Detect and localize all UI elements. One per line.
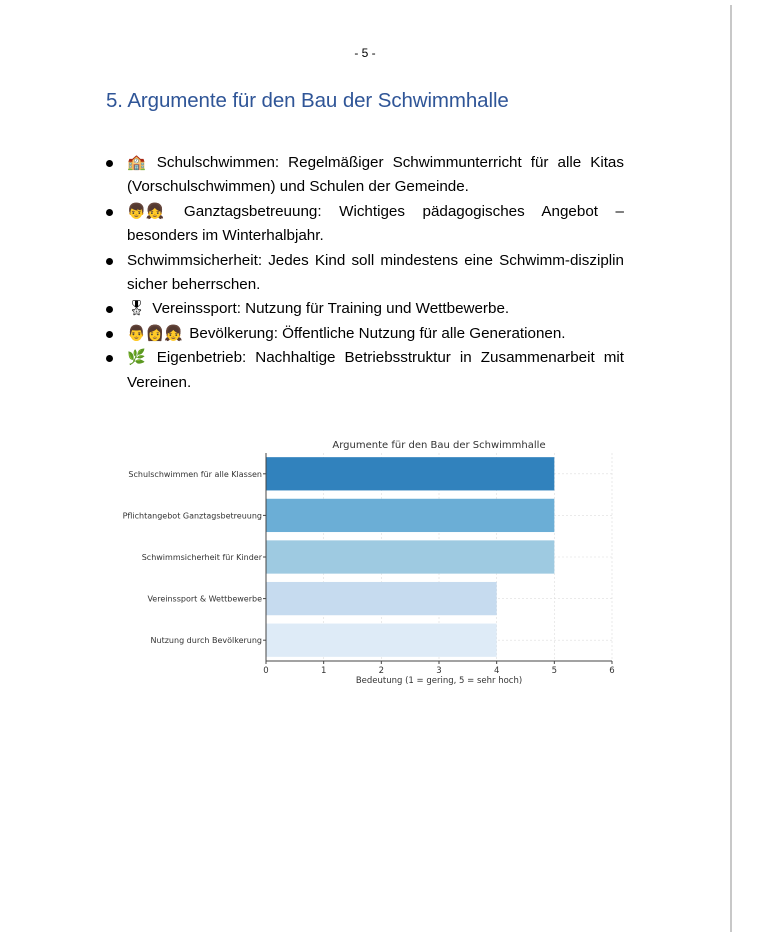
y-tick-label: Pflichtangebot Ganztagsbetreuung	[122, 511, 262, 521]
x-tick-label: 4	[493, 666, 500, 676]
bar	[266, 457, 554, 490]
list-item	[106, 346, 624, 395]
children-icon: 👦👧	[127, 202, 165, 220]
x-axis-label: Bedeutung (1 = gering, 5 = sehr hoch)	[355, 676, 523, 686]
y-tick-label: Nutzung durch Bevölkerung	[150, 636, 262, 646]
section-heading: 5. Argumente für den Bau der Schwimmhalle	[106, 89, 509, 112]
x-tick-label: 3	[436, 666, 442, 676]
list-item-text: Bevölkerung: Öffentliche Nutzung für alle Generationen.	[189, 324, 566, 342]
argument-list	[106, 151, 624, 395]
x-tick-label: 5	[551, 666, 558, 676]
leaf-icon: 🌿	[127, 349, 146, 367]
list-item	[106, 249, 624, 298]
list-item-text: Schulschwimmen: Regelmäßiger Schwimmunterricht für alle Kitas (Vorschulschwimmen) und Schulen der Gemeinde.	[127, 154, 624, 196]
bullet-icon	[106, 331, 113, 338]
bullet-icon	[106, 306, 113, 313]
bar-chart	[100, 432, 630, 694]
list-item-text: Schwimmsicherheit: Jedes Kind soll mindestens eine Schwimm-disziplin sicher beherrschen.	[127, 251, 624, 294]
list-item-text: Ganztagsbetreuung: Wichtiges pädagogisches Angebot – besonders im Winterhalbjahr.	[127, 202, 624, 245]
chart-y-labels	[123, 470, 266, 645]
list-item-text: Eigenbetrieb: Nachhaltige Betriebsstruktur in Zusammenarbeit mit Vereinen.	[127, 349, 624, 391]
y-tick-label: Schulschwimmen für alle Klassen	[128, 469, 262, 479]
x-tick-label: 2	[378, 666, 385, 676]
list-item-text: Vereinssport: Nutzung für Training und Wettbewerbe.	[152, 300, 510, 318]
bullet-icon	[106, 258, 113, 265]
school-icon: 🏫	[127, 154, 146, 171]
x-tick-label: 0	[263, 666, 269, 676]
bar	[266, 582, 497, 615]
medal-icon: 🎖	[127, 300, 147, 318]
list-item	[106, 200, 624, 249]
bar	[266, 499, 554, 532]
bullet-icon	[106, 355, 113, 362]
page-edge	[730, 5, 732, 932]
y-tick-label: Schwimmsicherheit für Kinder	[141, 553, 262, 562]
chart-title: Argumente für den Bau der Schwimmhalle	[332, 440, 546, 451]
chart-x-ticks	[263, 661, 614, 676]
x-tick-label: 1	[320, 666, 327, 676]
bar	[266, 540, 554, 573]
list-item	[106, 322, 624, 346]
bullet-icon	[106, 160, 113, 167]
list-item	[106, 151, 624, 200]
page-number: - 5 -	[354, 46, 376, 60]
list-item	[106, 297, 624, 321]
y-tick-label: Vereinssport & Wettbewerbe	[147, 594, 262, 604]
chart-bars	[266, 457, 554, 657]
bullet-icon	[106, 209, 113, 216]
x-tick-label: 6	[609, 666, 615, 676]
people-icon: 👨👩👧	[127, 324, 184, 342]
bar	[266, 624, 497, 657]
